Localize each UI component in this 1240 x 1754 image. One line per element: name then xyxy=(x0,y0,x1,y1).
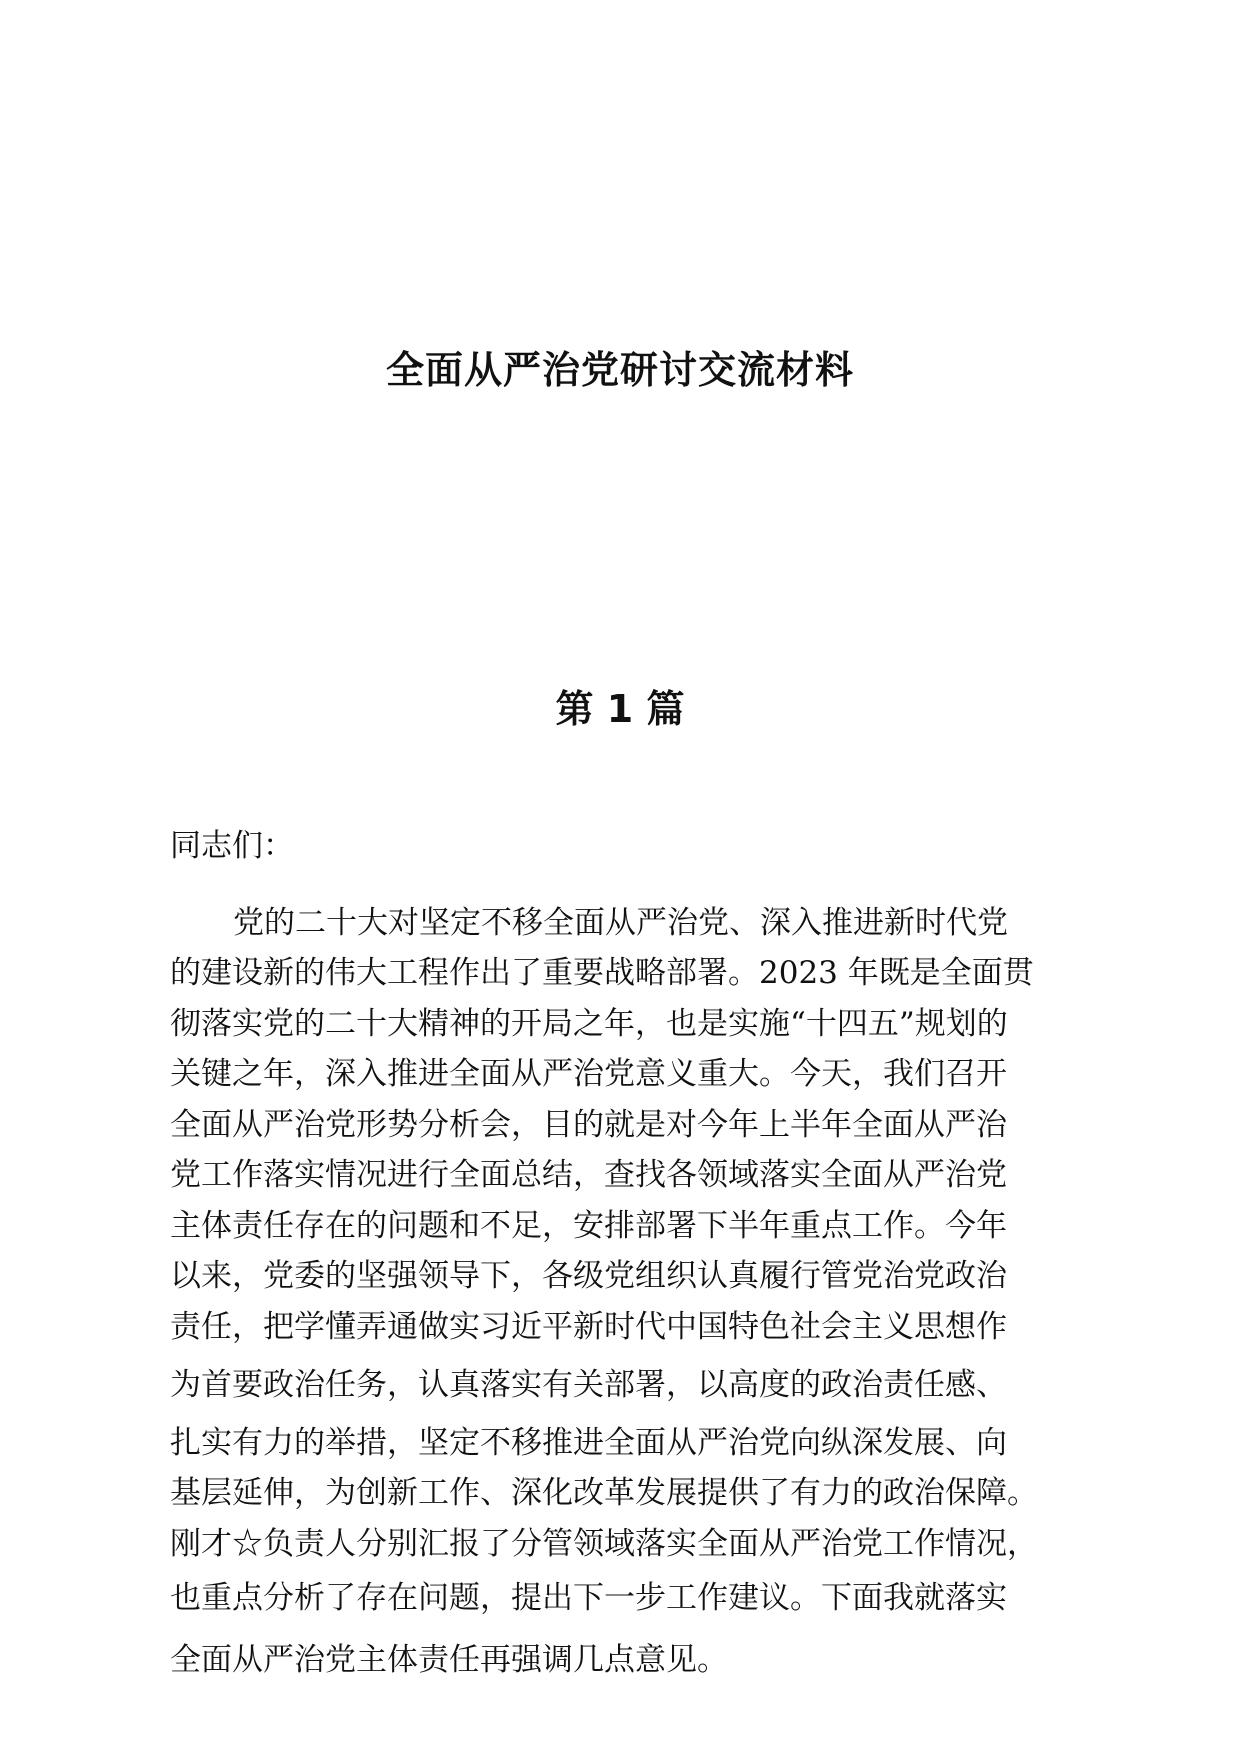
body-line: 责任，把学懂弄通做实习近平新时代中国特色社会主义思想作 xyxy=(170,1309,1007,1345)
body-line: 也重点分析了存在问题，提出下一步工作建议。下面我就落实 xyxy=(170,1580,1007,1616)
body-line: 的建设新的伟大工程作出了重要战略部署。2023 年既是全面贯 xyxy=(170,955,1034,991)
body-line: 刚才☆负责人分别汇报了分管领域落实全面从严治党工作情况， xyxy=(170,1526,1038,1562)
document-title: 全面从严治党研讨交流材料 xyxy=(385,348,854,392)
body-line: 全面从严治党形势分析会，目的就是对今年上半年全面从严治 xyxy=(170,1107,1007,1143)
body-line: 党工作落实情况进行全面总结，查找各领域落实全面从严治党 xyxy=(170,1157,1007,1193)
body-line: 主体责任存在的问题和不足，安排部署下半年重点工作。今年 xyxy=(170,1208,1007,1244)
body-line: 基层延伸，为创新工作、深化改革发展提供了有力的政治保障。 xyxy=(170,1475,1038,1511)
body-line: 为首要政治任务，认真落实有关部署，以高度的政治责任感、 xyxy=(170,1367,1007,1403)
salutation: 同志们： xyxy=(170,828,294,864)
body-line: 全面从严治党主体责任再强调几点意见。 xyxy=(170,1642,728,1678)
body-line: 党的二十大对坚定不移全面从严治党、深入推进新时代党 xyxy=(233,905,1008,941)
body-line: 关键之年，深入推进全面从严治党意义重大。今天，我们召开 xyxy=(170,1056,1007,1092)
body-line: 扎实有力的举措，坚定不移推进全面从严治党向纵深发展、向 xyxy=(170,1425,1007,1461)
chapter-heading: 第 1 篇 xyxy=(555,687,685,731)
body-line: 彻落实党的二十大精神的开局之年，也是实施“十四五”规划的 xyxy=(170,1006,1008,1042)
body-line: 以来，党委的坚强领导下，各级党组织认真履行管党治党政治 xyxy=(170,1258,1007,1294)
